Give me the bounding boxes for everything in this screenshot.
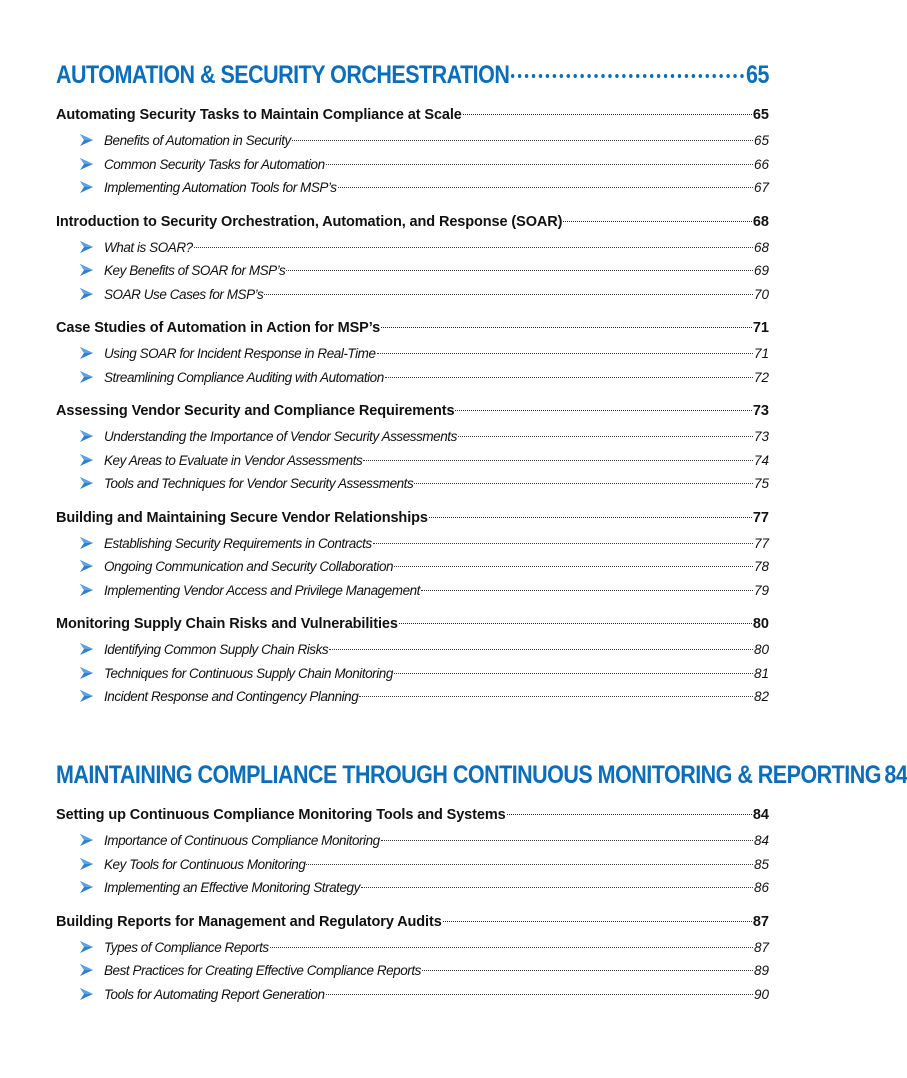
toc-section-entry[interactable] (56, 507, 769, 529)
toc-subsection-entry[interactable] (56, 366, 769, 390)
section-page-number: 84 (752, 807, 769, 823)
subsection-title: SOAR Use Cases for MSP’s (104, 286, 264, 302)
subsection-page-number: 65 (753, 133, 769, 148)
subsection-page-number: 69 (753, 263, 769, 278)
toc-subsection-entry[interactable] (56, 236, 769, 260)
dot-leader (194, 247, 753, 248)
subsection-page-number: 78 (753, 559, 769, 574)
section-page-number: 71 (752, 320, 769, 336)
dot-leader (563, 221, 752, 222)
dot-leader (326, 994, 753, 995)
dot-leader (361, 887, 753, 888)
arrowhead-bullet-icon (80, 963, 104, 975)
toc-subsection-entry[interactable] (56, 853, 769, 877)
subsection-page-number: 81 (753, 665, 769, 681)
chapter-page-number: 84 (884, 761, 907, 789)
dot-leader (292, 140, 753, 141)
toc-subsection-entry[interactable] (56, 449, 769, 473)
section-title: Building Reports for Management and Regulatory Audits (56, 913, 442, 930)
arrowhead-bullet-icon (80, 940, 104, 952)
dot-leader (385, 377, 753, 378)
toc-subsection-entry[interactable] (56, 876, 769, 900)
arrowhead-bullet-icon (80, 559, 104, 571)
subsection-title: Common Security Tasks for Automation (104, 156, 325, 172)
arrowhead-bullet-icon (80, 583, 104, 595)
dot-leader (463, 114, 752, 115)
arrowhead-bullet-icon (80, 689, 104, 701)
dot-leader (429, 517, 752, 518)
toc-chapter-block (56, 58, 769, 709)
toc-subsection-entry[interactable] (56, 129, 769, 153)
subsection-page-number: 71 (753, 346, 769, 361)
arrowhead-bullet-icon (80, 180, 104, 192)
section-page-number: 77 (752, 509, 769, 526)
dot-leader (414, 483, 753, 484)
subsection-page-number: 67 (753, 180, 769, 195)
dot-leader (455, 410, 751, 411)
arrowhead-bullet-icon (80, 429, 104, 441)
subsection-page-number: 68 (753, 239, 769, 255)
subsection-page-number: 73 (753, 429, 769, 444)
subsection-title: Best Practices for Creating Effective Compliance Reports (104, 963, 421, 978)
dot-leader (443, 921, 752, 922)
subsection-page-number: 79 (753, 582, 769, 598)
arrowhead-bullet-icon (80, 857, 104, 869)
subsection-page-number: 86 (753, 880, 769, 895)
subsection-title: Importance of Continuous Compliance Monitoring (104, 833, 380, 848)
toc-subsection-entry[interactable] (56, 153, 769, 177)
dot-leader (329, 649, 753, 650)
section-title: Monitoring Supply Chain Risks and Vulnerabilities (56, 616, 398, 632)
subsection-title: Benefits of Automation in Security (104, 133, 291, 148)
section-title: Assessing Vendor Security and Compliance Requirements (56, 403, 455, 419)
section-page-number: 65 (752, 107, 769, 123)
toc-section-entry[interactable] (56, 317, 769, 339)
subsection-page-number: 74 (753, 452, 769, 468)
arrowhead-bullet-icon (80, 642, 104, 654)
subsection-page-number: 80 (753, 642, 769, 657)
section-page-number: 87 (752, 913, 769, 930)
toc-subsection-entry[interactable] (56, 579, 769, 603)
toc-subsection-entry[interactable] (56, 685, 769, 709)
dot-leader (306, 864, 753, 865)
dot-leader (511, 74, 744, 78)
toc-subsection-entry[interactable] (56, 662, 769, 686)
section-page-number: 73 (752, 403, 769, 419)
dot-leader (359, 696, 753, 697)
arrowhead-bullet-icon (80, 346, 104, 358)
dot-leader (270, 947, 753, 948)
subsection-title: Techniques for Continuous Supply Chain Monitoring (104, 665, 393, 681)
arrowhead-bullet-icon (80, 666, 104, 678)
dot-leader (338, 187, 753, 188)
dot-leader (326, 164, 753, 165)
toc-subsection-entry[interactable] (56, 936, 769, 960)
toc-subsection-entry[interactable] (56, 283, 769, 307)
toc-section-entry[interactable] (56, 613, 769, 635)
dot-leader (373, 543, 753, 544)
subsection-title: Tools for Automating Report Generation (104, 986, 325, 1002)
dot-leader (458, 436, 753, 437)
arrowhead-bullet-icon (80, 833, 104, 845)
dot-leader (286, 270, 753, 271)
subsection-title: Streamlining Compliance Auditing with Automation (104, 369, 384, 385)
subsection-page-number: 82 (753, 689, 769, 704)
dot-leader (264, 294, 753, 295)
section-title: Setting up Continuous Compliance Monitoring Tools and Systems (56, 807, 506, 823)
toc-section-entry[interactable] (56, 804, 769, 826)
subsection-title: Types of Compliance Reports (104, 939, 269, 955)
toc-chapter-block (56, 758, 907, 1006)
section-title: Case Studies of Automation in Action for MSP’s (56, 320, 381, 336)
subsection-title: Using SOAR for Incident Response in Real-Time (104, 346, 376, 361)
toc-section-entry[interactable] (56, 104, 769, 126)
subsection-page-number: 90 (753, 986, 769, 1002)
section-title: Building and Maintaining Secure Vendor Relationships (56, 509, 428, 526)
toc-section-entry[interactable] (56, 400, 769, 422)
subsection-page-number: 89 (753, 963, 769, 978)
section-title: Automating Security Tasks to Maintain Compliance at Scale (56, 107, 462, 123)
arrowhead-bullet-icon (80, 133, 104, 145)
dot-leader (363, 460, 753, 461)
subsection-page-number: 84 (753, 833, 769, 848)
toc-subsection-entry[interactable] (56, 342, 769, 366)
arrowhead-bullet-icon (80, 263, 104, 275)
subsection-title: Key Benefits of SOAR for MSP’s (104, 263, 286, 278)
toc-section-entry[interactable] (56, 911, 769, 933)
arrowhead-bullet-icon (80, 453, 104, 465)
toc-subsection-entry[interactable] (56, 983, 769, 1007)
subsection-title: Tools and Techniques for Vendor Security Assessments (104, 476, 414, 491)
toc-section-entry[interactable] (56, 211, 769, 233)
toc-chapter-heading[interactable] (56, 758, 907, 792)
subsection-page-number: 66 (753, 156, 769, 172)
subsection-title: Implementing Automation Tools for MSP’s (104, 180, 337, 195)
toc-subsection-entry[interactable] (56, 555, 769, 579)
subsection-title: Incident Response and Contingency Planning (104, 689, 359, 704)
subsection-title: Key Tools for Continuous Monitoring (104, 856, 306, 872)
dot-leader (381, 840, 753, 841)
chapter-title: MAINTAINING COMPLIANCE THROUGH CONTINUOUS MONITORING & REPORTING (56, 761, 881, 789)
subsection-page-number: 85 (753, 856, 769, 872)
arrowhead-bullet-icon (80, 536, 104, 548)
subsection-title: Identifying Common Supply Chain Risks (104, 642, 329, 657)
arrowhead-bullet-icon (80, 287, 104, 299)
toc-chapter-heading[interactable] (56, 58, 769, 92)
subsection-page-number: 77 (753, 535, 769, 551)
chapter-page-number: 65 (746, 61, 769, 89)
subsection-title: Key Areas to Evaluate in Vendor Assessments (104, 452, 363, 468)
arrowhead-bullet-icon (80, 370, 104, 382)
subsection-page-number: 87 (753, 939, 769, 955)
toc-subsection-entry[interactable] (56, 472, 769, 496)
toc-subsection-entry[interactable] (56, 829, 769, 853)
subsection-page-number: 75 (753, 476, 769, 491)
dot-leader (399, 623, 752, 624)
subsection-title: What is SOAR? (104, 239, 193, 255)
dot-leader (507, 814, 752, 815)
dot-leader (422, 970, 753, 971)
dot-leader (421, 590, 753, 591)
arrowhead-bullet-icon (80, 880, 104, 892)
subsection-title: Understanding the Importance of Vendor Security Assessments (104, 429, 457, 444)
toc-subsection-entry[interactable] (56, 532, 769, 556)
section-title: Introduction to Security Orchestration, Automation, and Response (SOAR) (56, 213, 563, 230)
toc-subsection-entry[interactable] (56, 425, 769, 449)
section-page-number: 68 (752, 213, 769, 230)
subsection-title: Implementing an Effective Monitoring Strategy (104, 880, 360, 895)
dot-leader (394, 673, 753, 674)
dot-leader (394, 566, 753, 567)
toc-subsection-entry[interactable] (56, 638, 769, 662)
subsection-title: Ongoing Communication and Security Collaboration (104, 559, 394, 574)
subsection-page-number: 70 (753, 286, 769, 302)
dot-leader (381, 327, 752, 328)
arrowhead-bullet-icon (80, 157, 104, 169)
dot-leader (377, 353, 753, 354)
chapter-title: AUTOMATION & SECURITY ORCHESTRATION (56, 61, 510, 89)
toc-subsection-entry[interactable] (56, 176, 769, 200)
subsection-page-number: 72 (753, 369, 769, 385)
arrowhead-bullet-icon (80, 987, 104, 999)
toc-subsection-entry[interactable] (56, 959, 769, 983)
arrowhead-bullet-icon (80, 476, 104, 488)
section-page-number: 80 (752, 616, 769, 632)
arrowhead-bullet-icon (80, 240, 104, 252)
subsection-title: Establishing Security Requirements in Contracts (104, 535, 372, 551)
toc-subsection-entry[interactable] (56, 259, 769, 283)
subsection-title: Implementing Vendor Access and Privilege Management (104, 582, 420, 598)
